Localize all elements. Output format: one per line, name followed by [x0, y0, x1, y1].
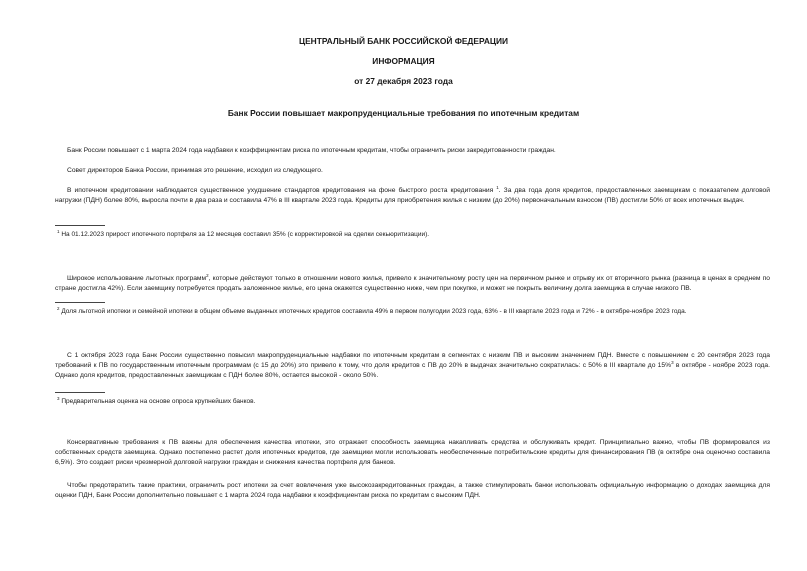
paragraph-4	[55, 274, 770, 294]
paragraph-1: Банк России повышает с 1 марта 2024 года надбавки к коэффициентам риска по ипотечным кредитам, чтобы ограничить риски закредитованности граждан.	[67, 147, 556, 154]
footnote-1-mark: 1	[57, 228, 60, 234]
footnote-1	[57, 230, 770, 239]
paragraph-3-text-b: . За два года доля кредитов, предоставленных заемщикам с показателем долговой нагрузки (ПДН) более 80%, выросла почти в два раза и составила 47% в III квартале 2023 года. Кредиты для приобретения жилья с низким (до 20%) первоначальным взносом (ПВ) достигли 50% от всех ипотечных выдач.	[55, 187, 771, 204]
paragraph-6: Консервативные требования к ПВ важны для обеспечения качества ипотеки, это отражает способность заемщика накапливать средства и обслуживать кредит. Принципиально важно, чтобы ПВ формировался из собственных средств заемщика. Однако постепенно растет доля ипотечных кредитов, где заемщики могли использовать необеспеченные потребительские кредиты для финансирования ПВ (в октябре она оценочно составила 6,5%). Это создает риски чрезмерной долговой нагрузки граждан и снижения качества портфеля для банков.	[55, 439, 770, 466]
paragraph-4-text-b: , которые действуют только в отношении нового жилья, привело к значительному росту цен на первичном рынке и отрыву их от вторичного рынка (разница в ценах в среднем по стране достигла 42%). Если заемщику потребуется продать заложенное жилье, его цена окажется существенно ниже, чем при покупке, и может не покрыть величину долга заемщика в случае низкого ПВ.	[55, 275, 770, 292]
footnote-1-text: На 01.12.2023 прирост ипотечного портфеля за 12 месяцев составил 35% (с корректировкой на сделки секьюритизации).	[61, 231, 430, 238]
paragraph-4-text-a: Широкое использование льготных программ	[67, 275, 207, 282]
footnote-ref-2[interactable]: 2	[206, 272, 209, 278]
footnote-2	[57, 307, 770, 316]
footnote-3	[57, 397, 770, 406]
paragraph-7: Чтобы предотвратить такие практики, ограничить рост ипотеки за счет вовлечения уже высокозакредитованных граждан, а также стимулировать банки использовать официальную информацию о доходах заемщика для оценки ПДН, Банк России дополнительно повышает с 1 марта 2024 года надбавки к коэффициентам риска по кредитам с высоким ПДН.	[55, 482, 770, 499]
footnote-3-mark: 3	[57, 395, 60, 401]
paragraph-3-text-a: В ипотечном кредитовании наблюдается существенное ухудшение стандартов кредитования на фоне быстрого роста кредитования	[67, 187, 494, 194]
doc-date: от 27 декабря 2023 года	[354, 76, 453, 86]
paragraph-5-text-a: С 1 октября 2023 года Банк России существенно повысил макропруденциальные надбавки по ипотечным кредитам в сегментах с низким ПВ и высоким значением ПДН. Вместе с повышением с 20 сентября 2023 года требований к ПВ по государственным ипотечным программам (с 15 до 20%) это привело к тому, что доля кредитов с ПВ до 20% в выдачах значительно сократилась: с 50% в III квартале до 15%	[55, 352, 770, 369]
paragraph-5	[55, 351, 770, 380]
doc-title: Банк России повышает макропруденциальные требования по ипотечным кредитам	[227, 108, 580, 118]
footnote-3-text: Предварительная оценка на основе опроса крупнейших банков.	[61, 398, 256, 405]
doc-type: ИНФОРМАЦИЯ	[372, 56, 435, 66]
footnote-2-text: Доля льготной ипотеки и семейной ипотеки в общем объеме выданных ипотечных кредитов составила 49% в первом полугодии 2023 года, 63% - в III квартале 2023 года и 72% - в октябре-ноябре 2023 года.	[61, 308, 687, 315]
footnote-divider-2	[55, 302, 105, 303]
paragraph-3	[55, 186, 770, 206]
footnote-divider-3	[55, 392, 105, 393]
org-name: ЦЕНТРАЛЬНЫЙ БАНК РОССИЙСКОЙ ФЕДЕРАЦИИ	[298, 36, 509, 46]
paragraph-5-text-b: в октябре - ноябре 2023 года. Однако доля кредитов, предоставленных заемщикам с ПДН более 80%, остается высокой - около 50%.	[55, 361, 770, 379]
footnote-ref-1[interactable]: 1	[496, 184, 499, 190]
footnote-divider-1	[55, 225, 105, 226]
paragraph-2: Совет директоров Банка России, принимая это решение, исходил из следующего.	[67, 167, 323, 174]
footnote-ref-3[interactable]: 3	[671, 359, 674, 365]
footnote-2-mark: 2	[57, 305, 60, 311]
